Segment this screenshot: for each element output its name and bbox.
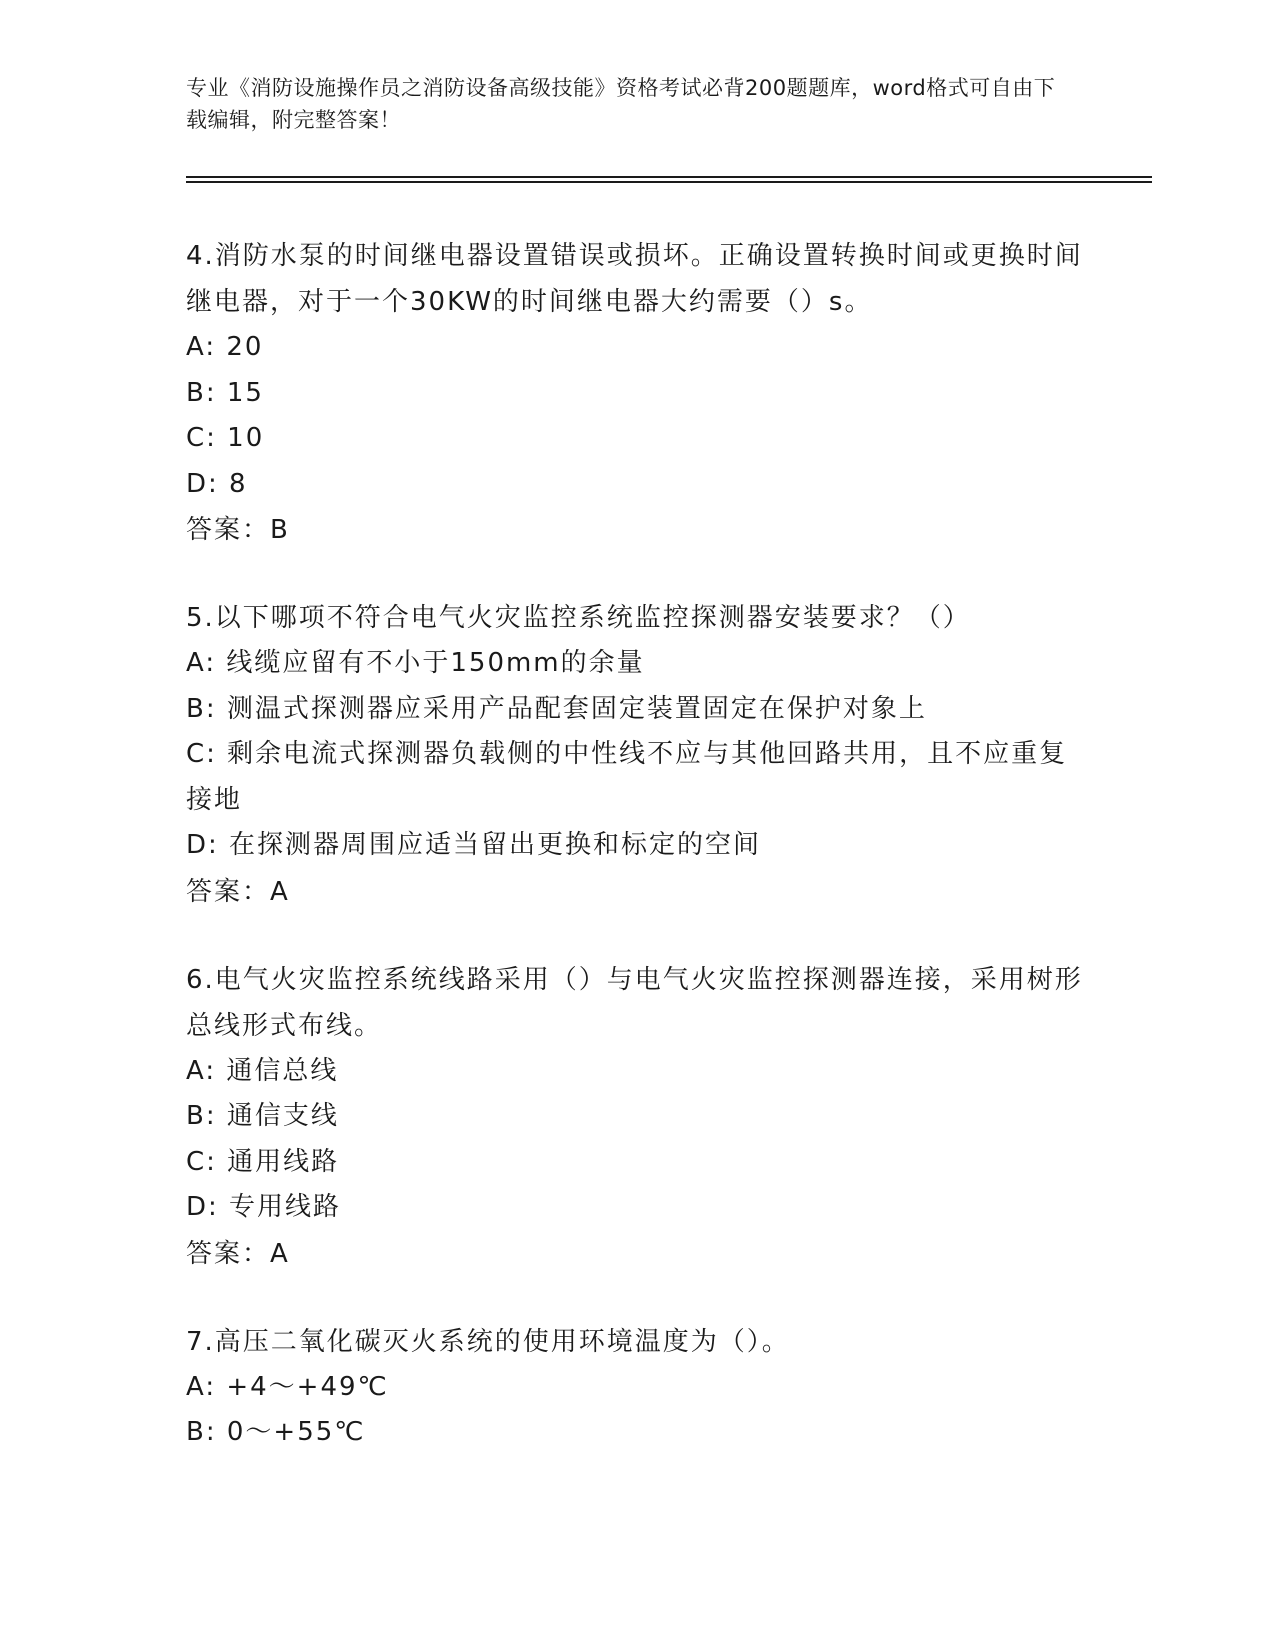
question-4 xyxy=(186,233,1086,553)
option-b: B: 通信支线 xyxy=(186,1101,339,1131)
option-d: D: 8 xyxy=(186,468,248,499)
option-a: A: 线缆应留有不小于150mm的余量 xyxy=(186,648,645,678)
option-c: C: 通用线路 xyxy=(186,1146,340,1177)
question-6 xyxy=(186,957,1086,1277)
option-c: C: 10 xyxy=(186,423,265,453)
question-list xyxy=(186,233,1086,1498)
option-b: B: 测温式探测器应采用产品配套固定装置固定在保护对象上 xyxy=(186,693,927,724)
question-5 xyxy=(186,595,1086,915)
document-header: 专业《消防设施操作员之消防设备高级技能》资格考试必背200题题库，word格式可自由下载编辑，附完整答案！ xyxy=(186,76,1056,132)
answer: 答案：A xyxy=(186,876,290,907)
option-d: D: 专用线路 xyxy=(186,1192,342,1222)
question-stem: 6.电气火灾监控系统线路采用（）与电气火灾监控探测器连接，采用树形总线形式布线。 xyxy=(186,964,1083,1041)
option-c: C: 剩余电流式探测器负载侧的中性线不应与其他回路共用，且不应重复接地 xyxy=(186,739,1068,815)
question-stem: 4.消防水泵的时间继电器设置错误或损坏。正确设置转换时间或更换时间继电器，对于一个30KW的时间继电器大约需要（）s。 xyxy=(186,241,1083,317)
option-a: A: 20 xyxy=(186,332,264,362)
option-b: B: 15 xyxy=(186,377,264,408)
header-divider-bottom xyxy=(186,181,1152,183)
header-divider-top xyxy=(186,176,1152,178)
option-a: A: +4～+49℃ xyxy=(186,1371,389,1402)
answer: 答案：B xyxy=(186,515,290,545)
option-a: A: 通信总线 xyxy=(186,1055,339,1086)
answer: 答案：A xyxy=(186,1238,290,1269)
question-stem: 5.以下哪项不符合电气火灾监控系统监控探测器安装要求？（） xyxy=(186,603,971,633)
question-stem: 7.高压二氧化碳灭火系统的使用环境温度为（）。 xyxy=(186,1326,790,1357)
option-b: B: 0～+55℃ xyxy=(186,1417,366,1447)
option-d: D: 在探测器周围应适当留出更换和标定的空间 xyxy=(186,830,762,860)
question-7 xyxy=(186,1319,1086,1456)
